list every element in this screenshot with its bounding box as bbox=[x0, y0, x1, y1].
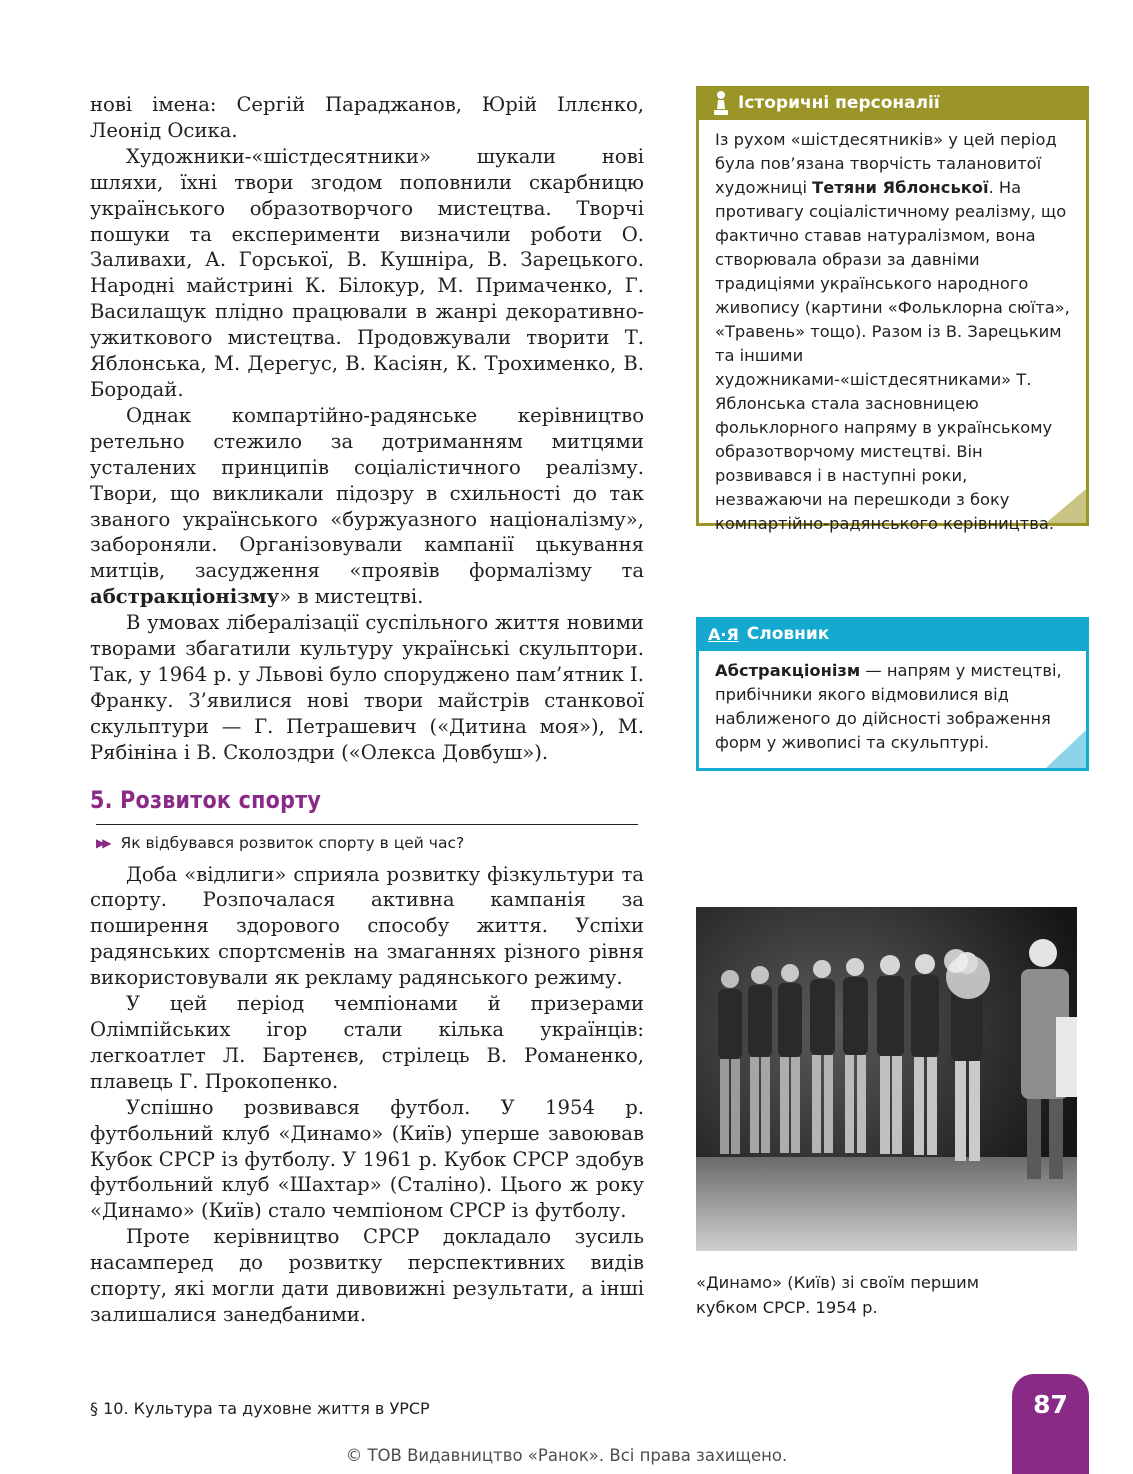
paragraph-text: » в мистецтві. bbox=[279, 585, 424, 609]
pawn-icon bbox=[712, 90, 730, 116]
dictionary-box bbox=[696, 617, 1089, 771]
dictionary-icon: А·Я bbox=[708, 624, 739, 644]
bold-term: абстракціонізму bbox=[90, 585, 280, 609]
team-photo bbox=[696, 907, 1077, 1251]
copyright-notice: © ТОВ Видавництво «Ранок». Всі права захищено. bbox=[345, 1446, 788, 1465]
double-arrow-icon: ▶▶ bbox=[96, 835, 109, 850]
sport-text bbox=[90, 862, 644, 1328]
historical-personalities-box bbox=[696, 86, 1089, 533]
paragraph: нові імена: Сергій Параджанов, Юрій Іллєнко, Леонід Осика. bbox=[90, 93, 644, 142]
box-body bbox=[699, 120, 1086, 533]
paragraph bbox=[90, 403, 644, 610]
question-text: Як відбувався розвиток спорту в цей час? bbox=[120, 833, 465, 852]
paragraph: Доба «відлиги» сприяла розвитку фізкультури та спорту. Розпочалася активна кампанія за поширення здорового способу життя. Успіхи радянських спортсменів на змаганнях різного рівня використовували як рекламу радянського режиму. bbox=[90, 862, 644, 990]
paragraph: У цей період чемпіонами й призерами Олімпійських ігор стали кілька українців: легкоатлет Л. Бартенєв, стрілець В. Романенко, плавець Г. Прокопенко. bbox=[90, 992, 644, 1093]
section-heading: 5. Розвиток спорту bbox=[90, 785, 322, 814]
box-title: Словник bbox=[746, 624, 830, 644]
paragraph: В умовах лібералізації суспільного життя новими творами збагатили культуру українські скульптори. Так, у 1964 р. у Львові було споруджено пам’ятник І. Франку. З’явилися нові твори майстрів станкової скульптури — Г. Петрашевич («Дитина моя»), М. Рябініна і В. Сколоздри («Олекса Довбуш»). bbox=[90, 611, 644, 764]
main-text-column bbox=[90, 92, 644, 1328]
box-text: Із рухом «шістдесятників» у цей період була пов’язана творчість талановитої художниці bbox=[715, 130, 1057, 197]
box-text: . На противагу соціалістичному реалізму, що фактично ставав натуралізмом, вона створювала образи за давніми традиціями українського народного живопису (картини «Фольклорна сюїта», «Травень» тощо). Разом із В. Зарецьким та іншими художниками-«шістдесятниками» Т. Яблонська стала засновницею фольклорного напряму в українському образотворчому мистецтві. Він розвивався і в наступні роки, незважаючи на перешкоди з боку компартійно-радянського керівництва. bbox=[715, 178, 1070, 533]
corner-decoration bbox=[1046, 730, 1086, 768]
page-number: 87 bbox=[1033, 1390, 1068, 1419]
paragraph-text: Однак компартійно-радянське керівництво ретельно стежило за дотриманням митцями усталених принципів соціалістичного реалізму. Твори, що викликали підозру в схильності до так званого українського «буржуазного націоналізму», забороняли. Організовували кампанії цькування митців, засудження «проявів формалізму та bbox=[90, 403, 644, 583]
box-header bbox=[696, 617, 1089, 651]
box-title: Історичні персоналії bbox=[738, 93, 940, 113]
footer-section-title: § 10. Культура та духовне життя в УРСР bbox=[90, 1399, 430, 1418]
paragraph: Проте керівництво СРСР докладало зусиль насамперед до розвитку перспективних видів спорту, які могли дати дивовижні результати, а інші залишалися занедбаними. bbox=[90, 1225, 644, 1326]
paragraph: Художники-«шістдесятники» шукали нові шляхи, їхні твори згодом поповнили скарбницю українського образотворчого мистецтва. Творчі пошуки та експерименти визначили роботи О. Заливахи, А. Горської, В. Кушніра, В. Зарецького. Народні майстрині К. Білокур, М. Примаченко, Г. Василащук плідно працювали в жанрі декоративно-ужиткового мистецтва. Продовжували творити Т. Яблонська, М. Дерегус, В. Касіян, К. Трохименко, В. Бородай. bbox=[90, 144, 644, 401]
person-name: Тетяни Яблонської bbox=[812, 178, 989, 197]
dictionary-term: Абстракціонізм bbox=[715, 661, 861, 680]
corner-decoration bbox=[1046, 489, 1086, 523]
box-header bbox=[696, 86, 1089, 120]
question-line bbox=[96, 824, 638, 852]
box-body bbox=[699, 651, 1086, 768]
dictionary-definition: — напрям у мистецтві, прибічники якого відмовилися від наближеного до дійсності зображення форм у живописі та скульптурі. bbox=[715, 661, 1062, 752]
photo-caption: «Динамо» (Київ) зі своїм першим кубком СРСР. 1954 р. bbox=[696, 1273, 980, 1317]
team-photo-image bbox=[696, 907, 1077, 1251]
paragraph: Успішно розвивався футбол. У 1954 р. футбольний клуб «Динамо» (Київ) уперше завоював Кубок СРСР із футболу. У 1961 р. Кубок СРСР здобув футбольний клуб «Шахтар» (Сталіно). Цього ж року «Динамо» (Київ) стало чемпіоном СРСР із футболу. bbox=[90, 1095, 644, 1223]
